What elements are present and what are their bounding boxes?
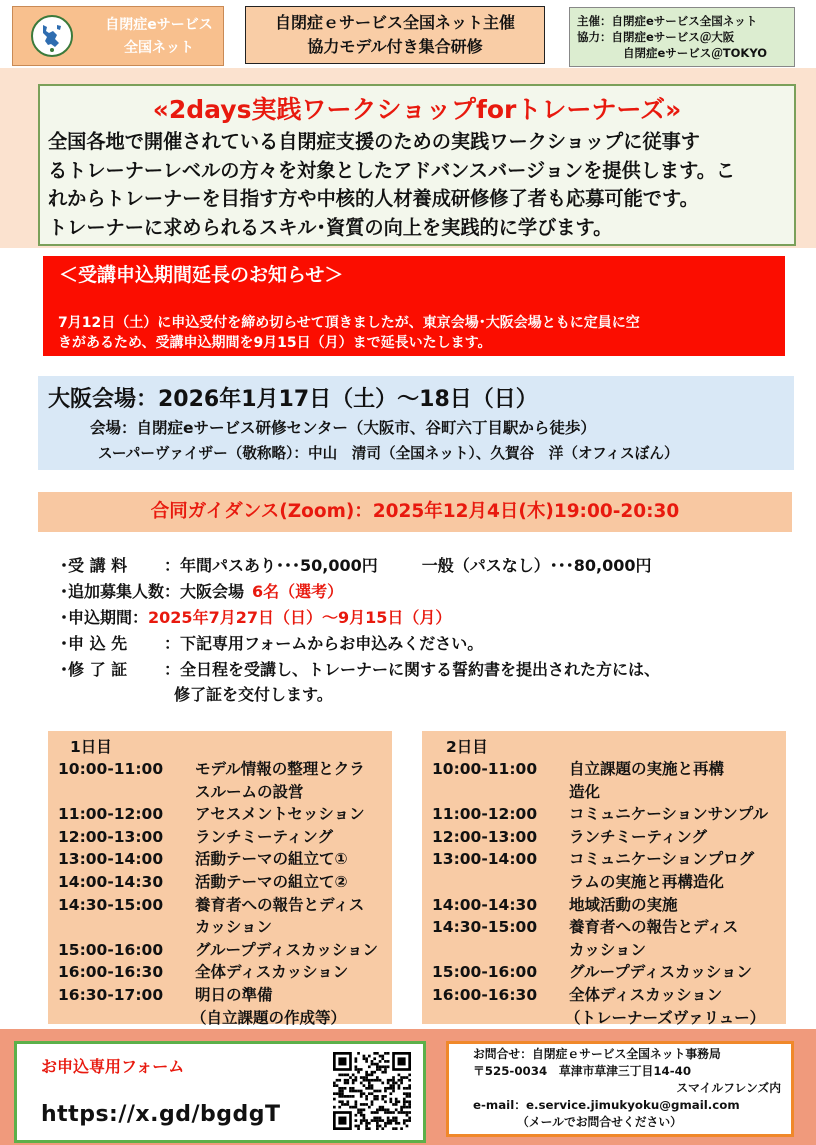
schedule-activity — [569, 916, 738, 961]
notice-line: きがあるため、受講申込期間を9月15日（月）まで延長いたします。 — [58, 335, 492, 351]
workshop-title: «2days実践ワークショップforトレーナーズ» — [152, 95, 682, 124]
cert-row — [60, 658, 660, 681]
schedule-time: 13:00-14:00 — [432, 850, 538, 869]
period-label: ･申込期間 — [60, 608, 133, 627]
schedule-activity-line: 養育者への報告とディス — [195, 895, 365, 914]
schedule-activity-line: 明日の準備 — [195, 985, 273, 1004]
logo-text-line1: 自閉症eサービス — [105, 17, 213, 33]
organizer-box — [569, 7, 795, 67]
contact-address2: スマイルフレンズ内 — [676, 1081, 781, 1095]
apply-value: ：下記専用フォームからお申込みください。 — [164, 634, 484, 653]
osaka-venue-box — [38, 376, 794, 470]
schedule-day1 — [48, 731, 392, 1027]
extra-value: ：大阪会場 — [164, 582, 245, 601]
fee-row — [60, 554, 652, 577]
apply-form-url[interactable]: https://x.gd/bgdgT — [41, 1102, 281, 1127]
schedule-row — [58, 848, 378, 871]
schedule-activity-line: ランチミーティング — [195, 827, 333, 846]
apply-row — [60, 632, 483, 655]
schedule-activity — [195, 803, 365, 826]
day2-list — [432, 758, 768, 1029]
schedule-activity-line: ランチミーティング — [569, 827, 707, 846]
schedule-activity-line: コミュニケーションサンプル — [569, 805, 769, 824]
apply-form-box — [14, 1041, 426, 1143]
header-title-line1: 自閉症ｅサービス全国ネット主催 — [274, 13, 515, 32]
logo-seal-icon — [31, 15, 73, 57]
extra-count: 6名（選考） — [252, 582, 344, 601]
qr-code-icon[interactable] — [333, 1052, 411, 1130]
schedule-time: 16:00-16:30 — [58, 963, 164, 982]
period-sep: ： — [132, 608, 149, 627]
schedule-activity — [569, 758, 724, 803]
schedule-activity — [569, 848, 754, 893]
extra-row — [60, 580, 343, 603]
schedule-activity — [195, 871, 348, 894]
schedule-activity-line: コミュニケーションプログ — [569, 850, 755, 869]
schedule-activity — [191, 984, 347, 1029]
schedule-time: 13:00-14:00 — [58, 850, 164, 869]
period-row — [60, 606, 451, 629]
schedule-activity-line: 地域活動の実施 — [569, 895, 678, 914]
header-title — [245, 6, 545, 64]
schedule-activity — [195, 826, 333, 849]
schedule-row — [432, 803, 768, 826]
intro-line: トレーナーに求められるスキル･資質の向上を実践的に学びます。 — [48, 215, 613, 239]
schedule-activity-line: （トレーナーズヴァリュー） — [565, 1008, 766, 1027]
schedule-activity — [569, 961, 752, 984]
schedule-row — [432, 848, 768, 893]
schedule-activity-line: 活動テーマの組立て② — [195, 872, 348, 891]
schedule-activity-line: （自立課題の作成等） — [191, 1008, 347, 1027]
schedule-day2 — [422, 731, 786, 1027]
contact-note: （メールでお問合せください） — [517, 1115, 682, 1129]
fee-general: 一般（パスなし）･･･80,000円 — [421, 556, 652, 575]
schedule-time: 10:00-11:00 — [58, 760, 164, 778]
schedule-activity-line: グループディスカッション — [195, 940, 379, 959]
schedule-time: 11:00-12:00 — [432, 805, 538, 824]
schedule-activity-line: モデル情報の整理とクラ — [195, 760, 365, 778]
schedule-row — [432, 758, 768, 803]
schedule-time: 16:30-17:00 — [58, 985, 164, 1004]
schedule-time: 14:30-15:00 — [58, 895, 164, 914]
cert-row2: 修了証を交付します。 — [174, 685, 333, 704]
schedule-row — [58, 894, 378, 939]
schedule-time: 14:00-14:30 — [432, 895, 538, 914]
guidance-banner: 合同ガイダンス(Zoom)：2025年12月4日(木)19:00-20:30 — [38, 492, 792, 532]
contact-title: お問合せ：自閉症ｅサービス全国ネット事務局 — [473, 1047, 721, 1061]
schedule-row — [58, 961, 378, 984]
day1-list — [58, 758, 378, 1029]
schedule-time: 14:00-14:30 — [58, 872, 164, 891]
notice-title: ＜受講申込期間延長のお知らせ＞ — [59, 264, 344, 286]
schedule-activity-line: ラムの実施と再構造化 — [569, 872, 724, 891]
organizer-line: 主催：自閉症eサービス全国ネット — [577, 14, 758, 28]
logo-box — [12, 6, 224, 66]
schedule-row — [58, 984, 378, 1029]
schedule-activity-line: カッション — [195, 918, 273, 937]
schedule-activity-line: 造化 — [569, 782, 601, 801]
schedule-time: 15:00-16:00 — [432, 963, 538, 982]
notice-body — [58, 313, 640, 353]
day1-label: 1日目 — [70, 738, 112, 756]
apply-label: ･申 込 先 — [60, 634, 128, 653]
schedule-activity-line: グループディスカッション — [569, 963, 753, 982]
extra-label: ･追加募集人数 — [60, 582, 165, 601]
schedule-time: 12:00-13:00 — [58, 827, 164, 846]
schedule-row — [432, 826, 768, 849]
schedule-row — [432, 961, 768, 984]
schedule-activity — [195, 848, 348, 871]
schedule-row — [58, 939, 378, 962]
schedule-activity — [195, 961, 348, 984]
schedule-time: 14:30-15:00 — [432, 918, 538, 937]
schedule-activity — [195, 894, 364, 939]
notice-line: 7月12日（土）に申込受付を締め切らせて頂きましたが、東京会場･大阪会場ともに定員に空 — [58, 315, 640, 331]
period-value: 2025年7月27日（日）～9月15日（月） — [148, 608, 452, 627]
schedule-activity-line: 自立課題の実施と再構 — [569, 760, 725, 778]
schedule-activity-line: 養育者への報告とディス — [569, 918, 739, 937]
schedule-time: 12:00-13:00 — [432, 827, 538, 846]
contact-address: 〒525-0034 草津市草津三丁目14-40 — [473, 1064, 692, 1078]
intro-box — [38, 84, 796, 246]
schedule-activity-line: 全体ディスカッション — [569, 985, 723, 1004]
logo-text — [93, 14, 225, 60]
logo-text-line2: 全国ネット — [124, 40, 194, 56]
schedule-activity — [195, 939, 378, 962]
contact-email[interactable]: e-mail：e.service.jimukyoku@gmail.com — [473, 1098, 740, 1112]
schedule-activity-line: 活動テーマの組立て① — [195, 850, 348, 869]
osaka-supervisor: スーパーヴァイザー（敬称略）：中山 清司（全国ネット）、久賀谷 洋（オフィスぼん） — [98, 445, 679, 462]
organizer-line: 自閉症eサービス＠TOKYO — [623, 46, 768, 60]
organizer-line: 協力：自閉症eサービス＠大阪 — [577, 30, 735, 44]
schedule-time: 10:00-11:00 — [432, 760, 538, 778]
schedule-activity — [565, 984, 766, 1029]
schedule-activity — [569, 826, 707, 849]
cert-line1: ：全日程を受講し、トレーナーに関する誓約書を提出された方には、 — [164, 660, 661, 679]
schedule-row — [58, 803, 378, 826]
contact-box — [446, 1041, 794, 1137]
schedule-time: 11:00-12:00 — [58, 805, 164, 824]
workshop-intro — [48, 128, 793, 242]
schedule-activity-line: アセスメントセッション — [195, 805, 365, 824]
header-title-line2: 協力モデル付き集合研修 — [307, 37, 483, 56]
schedule-row — [58, 826, 378, 849]
schedule-activity — [569, 803, 768, 826]
apply-form-label: お申込専用フォーム — [41, 1057, 185, 1076]
schedule-time: 15:00-16:00 — [58, 940, 164, 959]
schedule-time: 16:00-16:30 — [432, 985, 538, 1004]
schedule-row — [432, 916, 768, 961]
intro-line: れからトレーナーを目指す方や中核的人材養成研修修了者も応募可能です。 — [48, 187, 699, 210]
schedule-row — [432, 894, 768, 917]
schedule-row — [58, 758, 378, 803]
fee-value: ：年間パスあり･･･50,000円 — [164, 556, 378, 575]
cert-label: ･修 了 証 — [60, 660, 128, 679]
schedule-row — [432, 984, 768, 1029]
extension-notice — [43, 256, 785, 356]
schedule-activity — [569, 894, 678, 917]
day2-label: 2日目 — [446, 738, 488, 756]
intro-line: 全国各地で開催されている自閉症支援のための実践ワークショップに従事す — [48, 130, 700, 153]
schedule-activity-line: 全体ディスカッション — [195, 963, 349, 982]
osaka-title: 大阪会場：2026年1月17日（土）～18日（日） — [48, 387, 538, 412]
schedule-row — [58, 871, 378, 894]
fee-label: ･受 講 料 — [60, 556, 128, 575]
osaka-venue: 会場：自閉症eサービス研修センター（大阪市、谷町六丁目駅から徒歩） — [90, 419, 596, 437]
intro-line: るトレーナーレベルの方々を対象としたアドバンスバージョンを提供します。こ — [48, 158, 736, 182]
schedule-activity-line: カッション — [569, 940, 647, 959]
schedule-activity — [195, 758, 365, 803]
schedule-activity-line: スルームの設営 — [195, 782, 304, 801]
